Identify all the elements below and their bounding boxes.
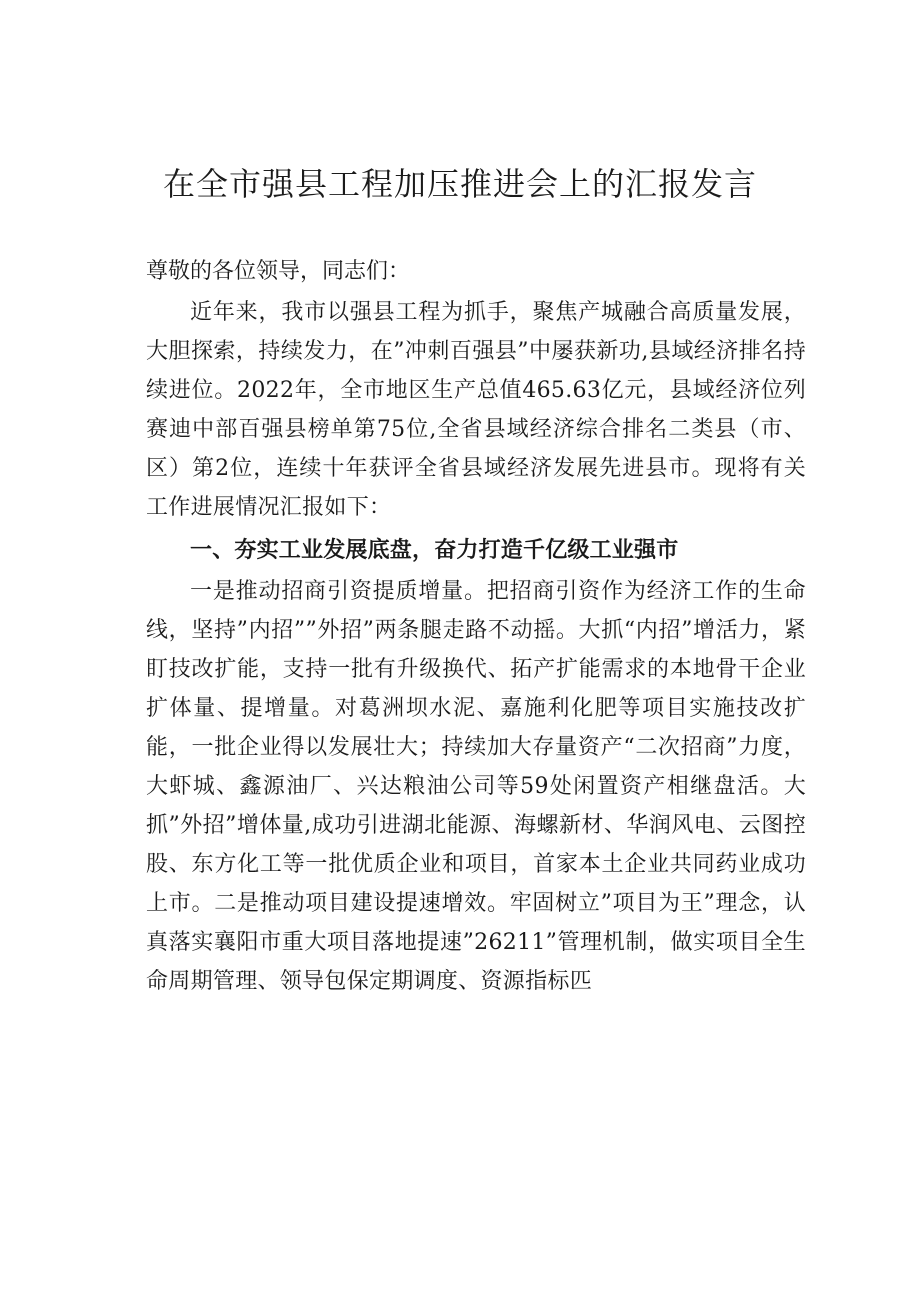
document-body [146, 252, 806, 1001]
paragraph-body: 一是推动招商引资提质增量。把招商引资作为经济工作的生命线，坚持”内招””外招”两条腿走路不动摇。大抓“内招”增活力，紧盯技改扩能，支持一批有升级换代、拓产扩能需求的本地骨干企业扩体量、提增量。对葛洲坝水泥、嘉施利化肥等项目实施技改扩能，一批企业得以发展壮大；持续加大存量资产“二次招商”力度，大虾城、鑫源油厂、兴达粮油公司等59处闲置资产相继盘活。大抓”外招”增体量,成功引进湖北能源、海螺新材、华润风电、云图控股、东方化工等一批优质企业和项目，首家本土企业共同药业成功上市。二是推动项目建设提速增效。牢固树立”项目为王”理念，认真落实襄阳市重大项目落地提速”26211”管理机制，做实项目全生命周期管理、领导包保定期调度、资源指标匹 [146, 579, 806, 994]
section-heading: 一、夯实工业发展底盘，奋力打造千亿级工业强市 [190, 538, 679, 563]
salutation: 尊敬的各位领导，同志们： [146, 259, 411, 284]
document-title: 在全市强县工程加压推进会上的汇报发言 [162, 165, 757, 203]
paragraph-intro: 近年来，我市以强县工程为抓手，聚焦产城融合高质量发展，大胆探索，持续发力，在”冲刺百强县”中屡获新功,县域经济排名持续进位。2022年，全市地区生产总值465.63亿元，县域经济位列赛迪中部百强县榜单第75位,全省县域经济综合排名二类县（市、区）第2位，连续十年获评全省县域经济发展先进县市。现将有关工作进展情况汇报如下： [146, 300, 806, 520]
